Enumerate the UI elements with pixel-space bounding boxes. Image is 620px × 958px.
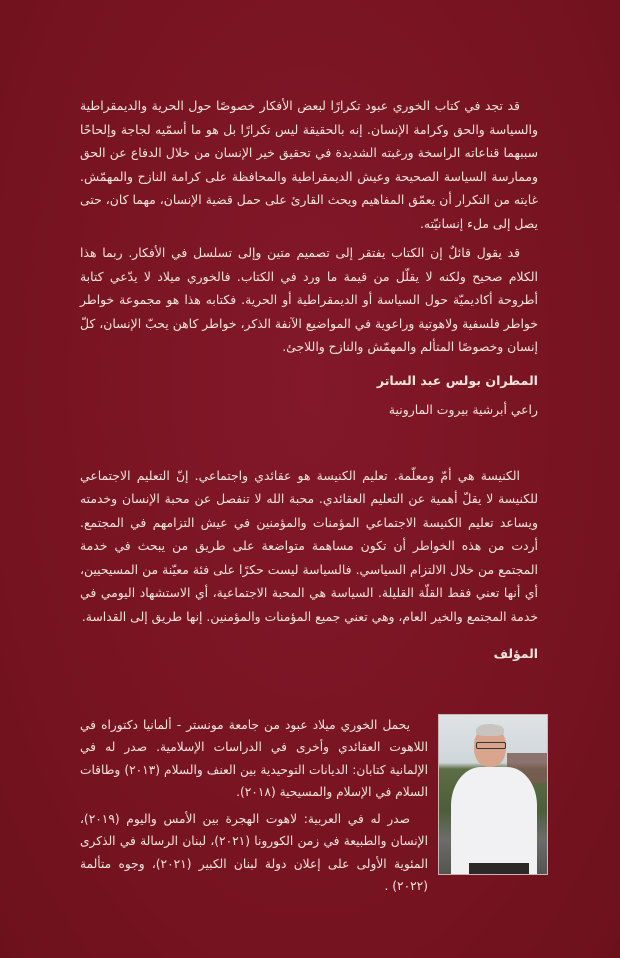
foreword-signature-title: راعي أبرشية بيروت المارونية <box>388 402 538 417</box>
biography-paragraph: يحمل الخوري ميلاد عبود من جامعة مونستر - ألمانيا دكتوراه في اللاهوت العقائدي وأخرى في الدراسات الإسلامية. صدر له في الإلمانية كتابان: الديانات التوحيدية بين العنف والسلام (٢٠١٣) وطاقات السلام في الإسلام والمسيحية (٢٠١٨). <box>80 717 428 799</box>
foreword-paragraph: قد يقول قائلٌ إن الكتاب يفتقر إلى تصميم متين وإلى تسلسل في الأفكار. ربما هذا الكلام صحيح ولكنه لا يقلّل من قيمة ما ورد في الكتاب. فالخوري ميلاد لا يدّعي كتابة أطروحة أكاديميّة حول السياسة أو الديمقراطية أو الحرية. فكتابه هذا هو مجموعة خواطر خواطر فلسفية ولاهوتية وراعوية في المواضيع الآنفة الذكر، خواطر كاهن يحبّ الإنسان، كلّ إنسان وخصوصًا المتألم والمهمّش والنازح واللاجئ. <box>80 245 538 354</box>
author-photo <box>438 714 548 875</box>
biography-row <box>80 714 548 898</box>
author-note-section <box>80 464 538 666</box>
foreword-signature-name: المطران بولس عبد الساتر <box>376 372 538 388</box>
biography-paragraph: صدر له في العربية: لاهوت الهجرة بين الأمس واليوم (٢٠١٩)، الإنسان والطبيعة في زمن الكورونا (٢٠٢١)، لبنان الرسالة في الذكرى المئوية الأولى على إعلان دولة لبنان الكبير (٢٠٢١)، وجوه متألمة (٢٠٢٢) . <box>80 811 429 893</box>
foreword-paragraph: قد تجد في كتاب الخوري عبود تكرارًا لبعض الأفكار خصوصًا حول الحرية والديمقراطية والسياسة والحق وكرامة الإنسان. إنه بالحقيقة ليس تكرارًا بل هو ما أسمّيه لجاجة وإلحاحًا سببهما قناعاته الراسخة ورغبته الشديدة في تحقيق خير الإنسان من خلال الدفاع عن الحق وممارسة السياسة الصحيحة وعيش الديمقراطية والمحافظة على كرامة النازح والمهمّش. غايته من التكرار أن يعمّق المفاهيم ويحث القارئ على حمل قضية الإنسان، مهما كان، حتى يصل إلى ملء إنسانيّته. <box>80 98 538 231</box>
biography-section <box>80 714 428 898</box>
foreword-section <box>80 94 538 422</box>
author-note-signature: المؤلف <box>493 646 538 661</box>
author-note-paragraph: الكنيسة هي أمّ ومعلّمة. تعليم الكنيسة هو عقائدي واجتماعي. إنّ التعليم الاجتماعي للكنيسة لا يقلّ أهمية عن التعليم العقائدي. محبة الله لا تنفصل عن محبة الإنسان وخدمته ويساعد تعليم الكنيسة الاجتماعي المؤمنات والمؤمنين في عيش التزامهم في المجتمع. أردت من هذه الخواطر أن تكون مساهمة متواضعة على طريق من يبحث في خدمة المجتمع من خلال الالتزام السياسي. فالسياسة ليست حكرًا على فئة معيّنة من المسيحيين، أي أنها تعني فقط القلّة القليلة. السياسة هي المحبة الاجتماعية، أي الاستشهاد اليومي في خدمة المجتمع والخير العام، وهي تعني جميع المؤمنات والمؤمنين. إنها طريق إلى القداسة. <box>80 467 538 624</box>
